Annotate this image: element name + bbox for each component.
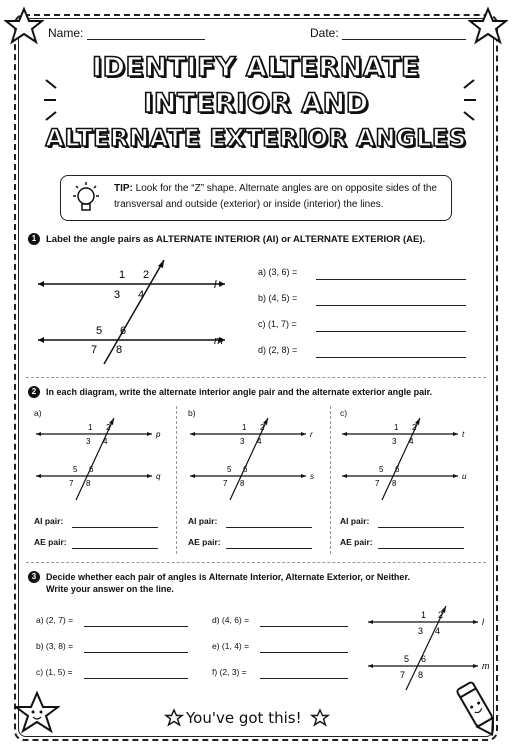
q2-ae-answer-c[interactable] (378, 547, 464, 549)
star-decoration-icon (4, 6, 44, 46)
date-label: Date: (310, 26, 339, 40)
angle-label: 5 (404, 654, 410, 664)
angle-label: 3 (418, 626, 424, 636)
pencil-icon (452, 676, 504, 740)
section-divider (26, 377, 486, 378)
angle-label: 2 (412, 423, 417, 432)
q3-item-b: b) (3, 8) = (36, 641, 74, 651)
section-divider (26, 562, 486, 563)
q3-item-e: e) (1, 4) = (212, 641, 250, 651)
q2-ai-answer-b[interactable] (226, 526, 312, 528)
line-label: l (482, 617, 484, 627)
angle-label: 1 (242, 423, 247, 432)
q1-diagram (30, 258, 240, 368)
angle-label: 8 (116, 344, 123, 356)
q2-ae-label-b: AE pair: (188, 537, 221, 547)
q1-item-a: a) (3, 6) = (258, 267, 298, 277)
q2-ae-label-c: AE pair: (340, 537, 373, 547)
angle-label: 8 (418, 670, 424, 680)
date-field[interactable] (310, 26, 466, 40)
angle-label: 4 (103, 437, 108, 446)
name-field[interactable] (48, 26, 205, 40)
q3-answer-e[interactable] (260, 651, 348, 653)
angle-label: 5 (96, 325, 103, 337)
q2-diagram-c-letter: c) (340, 408, 348, 418)
tip-text (114, 181, 446, 213)
q3-prompt-line-2: Write your answer on the line. (46, 584, 174, 594)
footer-encouragement: You've got this! (186, 709, 302, 727)
angle-label: 3 (114, 289, 121, 301)
angle-label: 6 (120, 325, 127, 337)
question-number-1: 1 (28, 233, 40, 245)
q1-answer-d[interactable] (316, 356, 466, 358)
line-label: q (156, 472, 161, 481)
angle-label: 3 (240, 437, 245, 446)
q3-answer-b[interactable] (84, 651, 188, 653)
q1-answer-c[interactable] (316, 330, 466, 332)
line-label: r (310, 430, 313, 439)
lightbulb-icon (68, 180, 104, 218)
q2-ae-label-a: AE pair: (34, 537, 67, 547)
q2-ae-answer-a[interactable] (72, 547, 158, 549)
star-outline-icon (164, 708, 184, 728)
q2-ai-label-b: AI pair: (188, 516, 218, 526)
q1-item-c: c) (1, 7) = (258, 319, 297, 329)
q2-ae-answer-b[interactable] (226, 547, 312, 549)
q3-item-c: c) (1, 5) = (36, 667, 73, 677)
line-label: l (214, 279, 217, 291)
angle-label: 5 (227, 465, 232, 474)
question-number-2: 2 (28, 386, 40, 398)
angle-label: 6 (89, 465, 94, 474)
angle-label: 8 (86, 479, 91, 488)
q2-diagram-a (32, 416, 166, 502)
angle-label: 7 (223, 479, 228, 488)
column-divider (330, 406, 331, 554)
angle-label: 5 (379, 465, 384, 474)
sparkle-icon (40, 70, 80, 130)
q2-diagram-b-letter: b) (188, 408, 196, 418)
line-label: m (214, 335, 224, 347)
smiling-star-icon (14, 690, 60, 736)
angle-label: 2 (143, 269, 150, 281)
q2-prompt: In each diagram, write the alternate interior angle pair and the alternate exterior angle pair. (46, 387, 433, 397)
q2-diagram-c (338, 416, 472, 502)
question-number-3: 3 (28, 571, 40, 583)
column-divider (176, 406, 177, 554)
q1-item-d: d) (2, 8) = (258, 345, 298, 355)
q2-ai-label-c: AI pair: (340, 516, 370, 526)
angle-label: 5 (73, 465, 78, 474)
angle-label: 1 (394, 423, 399, 432)
angle-label: 1 (421, 610, 427, 620)
q3-answer-c[interactable] (84, 677, 188, 679)
angle-label: 8 (392, 479, 397, 488)
angle-label: 2 (106, 423, 111, 432)
title-line-3: ALTERNATE EXTERIOR ANGLES (45, 124, 467, 152)
q2-ai-answer-c[interactable] (378, 526, 464, 528)
angle-label: 6 (421, 654, 427, 664)
angle-label: 6 (395, 465, 400, 474)
line-label: m (482, 661, 490, 671)
angle-label: 4 (409, 437, 414, 446)
angle-label: 4 (138, 289, 145, 301)
q1-item-b: b) (4, 5) = (258, 293, 298, 303)
angle-label: 1 (119, 269, 126, 281)
q3-prompt-line-1: Decide whether each pair of angles is Alternate Interior, Alternate Exterior, or Neither. (46, 572, 410, 582)
line-label: s (310, 472, 314, 481)
q1-answer-b[interactable] (316, 304, 466, 306)
q2-ai-answer-a[interactable] (72, 526, 158, 528)
star-decoration-icon (468, 6, 508, 46)
q3-answer-a[interactable] (84, 625, 188, 627)
q3-item-f: f) (2, 3) = (212, 667, 247, 677)
q2-ai-label-a: AI pair: (34, 516, 64, 526)
line-label: t (462, 430, 465, 439)
sparkle-icon (440, 70, 480, 130)
q2-diagram-b (186, 416, 320, 502)
title-line-1: IDENTIFY ALTERNATE (92, 52, 420, 83)
angle-label: 2 (438, 610, 444, 620)
angle-label: 8 (240, 479, 245, 488)
q3-answer-f[interactable] (260, 677, 348, 679)
angle-label: 3 (392, 437, 397, 446)
angle-label: 7 (91, 344, 98, 356)
q3-answer-d[interactable] (260, 625, 348, 627)
tip-label: TIP: (114, 183, 133, 194)
q2-diagram-a-letter: a) (34, 408, 42, 418)
angle-label: 2 (260, 423, 265, 432)
q1-prompt: Label the angle pairs as ALTERNATE INTERIOR (AI) or ALTERNATE EXTERIOR (AE). (46, 234, 426, 245)
q3-item-d: d) (4, 6) = (212, 615, 250, 625)
angle-label: 6 (243, 465, 248, 474)
angle-label: 7 (375, 479, 380, 488)
line-label: p (156, 430, 161, 439)
title-line-2: INTERIOR AND (143, 88, 369, 119)
angle-label: 1 (88, 423, 93, 432)
angle-label: 4 (435, 626, 441, 636)
angle-label: 7 (400, 670, 406, 680)
q3-item-a: a) (2, 7) = (36, 615, 74, 625)
angle-label: 3 (86, 437, 91, 446)
angle-label: 4 (257, 437, 262, 446)
star-outline-icon (310, 708, 330, 728)
tip-body: Look for the “Z” shape. Alternate angles are on opposite sides of the transversal and outside (exterior) or inside (interior) the lines. (114, 183, 437, 210)
angle-label: 7 (69, 479, 74, 488)
q1-answer-a[interactable] (316, 278, 466, 280)
line-label: u (462, 472, 467, 481)
name-label: Name: (48, 26, 84, 40)
